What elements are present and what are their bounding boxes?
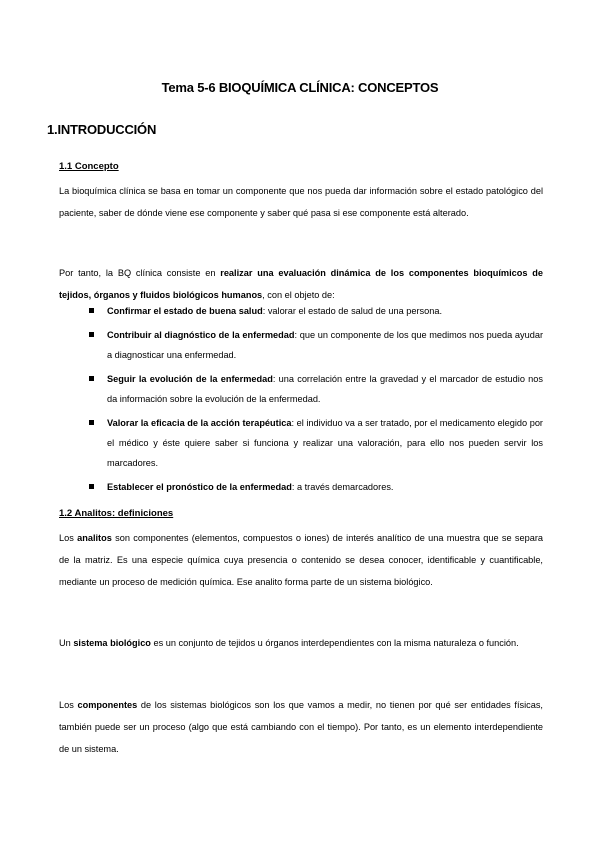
text-span: es un conjunto de tejidos u órganos interdependientes con la misma naturaleza o función.: [150, 638, 519, 648]
text-span: : valorar el estado de salud de una persona.: [262, 306, 442, 316]
text-span: : el individuo va a ser tratado, por el medicamento elegido por el médico y éste quiere saber si funciona y realizar una valoración, para ello nos pueden servir los marcadores.: [107, 418, 543, 468]
text-span: Los: [59, 533, 78, 543]
bold-span: analitos: [77, 533, 112, 543]
bold-span: componentes: [77, 700, 138, 710]
concepto-paragraph-2: [59, 262, 543, 306]
list-item: [89, 369, 543, 409]
analitos-paragraph-2: [59, 632, 543, 654]
bullet-icon: [89, 308, 94, 313]
text-span: , con el objeto de:: [262, 290, 335, 300]
concepto-paragraph-1: La bioquímica clínica se basa en tomar un componente que nos pueda dar información sobre el estado patológico del paciente, saber de dónde viene ese componente y saber qué pasa si ese componente está alterado.: [59, 186, 543, 218]
bold-span: Valorar la eficacia de la acción terapéutica: [107, 418, 292, 428]
text-span: Por tanto, la BQ clínica consiste en: [59, 268, 221, 278]
bold-span: Confirmar el estado de buena salud: [107, 306, 263, 316]
text-span: Los: [59, 700, 78, 710]
text-span: Un: [59, 638, 74, 648]
subsection-heading-concepto: 1.1 Concepto: [59, 161, 119, 172]
analitos-paragraph-1: [59, 527, 543, 593]
text-span: : a través demarcadores.: [291, 482, 394, 492]
bullet-icon: [89, 376, 94, 381]
list-item: [89, 477, 543, 497]
bold-span: Contribuir al diagnóstico de la enfermedad: [107, 330, 295, 340]
bold-span: Seguir la evolución de la enfermedad: [107, 374, 273, 384]
analitos-paragraph-3: [59, 694, 543, 760]
text-span: : una correlación entre la gravedad y el marcador de estudio nos da información sobre la evolución de la enfermedad.: [107, 374, 543, 404]
text-span: son componentes (elementos, compuestos o iones) de interés analítico de una muestra que se separa de la matriz. Es una especie química cuya presencia o contenido se desea conocer, identificable y cuantificable, mediante un proceso de medición química. Ese analito forma parte de un sistema biológico.: [59, 533, 543, 587]
text-span: : que un componente de los que medimos nos pueda ayudar a diagnosticar una enfermedad.: [107, 330, 544, 360]
bold-span: realizar una evaluación dinámica de los componentes bioquímicos de tejidos, órganos y fluidos biológicos humanos: [59, 268, 543, 300]
list-item: [89, 325, 543, 365]
list-item: [89, 301, 543, 321]
bold-span: Establecer el pronóstico de la enfermedad: [107, 482, 292, 492]
text-span: de los sistemas biológicos son los que vamos a medir, no tienen por qué ser entidades físicas, también puede ser un proceso (algo que está cambiando con el tiempo). Por tanto, es un elemento interdependiente de un sistema.: [59, 700, 543, 754]
bold-span: sistema biológico: [73, 638, 151, 648]
objectives-list: [89, 301, 543, 501]
document-title: Tema 5-6 BIOQUÍMICA CLÍNICA: CONCEPTOS: [161, 80, 439, 95]
section-heading-introduccion: 1.INTRODUCCIÓN: [47, 122, 157, 137]
bullet-icon: [89, 332, 94, 337]
subsection-heading-analitos: 1.2 Analitos: definiciones: [59, 508, 174, 519]
list-item: [89, 413, 543, 473]
bullet-icon: [89, 484, 94, 489]
bullet-icon: [89, 420, 94, 425]
